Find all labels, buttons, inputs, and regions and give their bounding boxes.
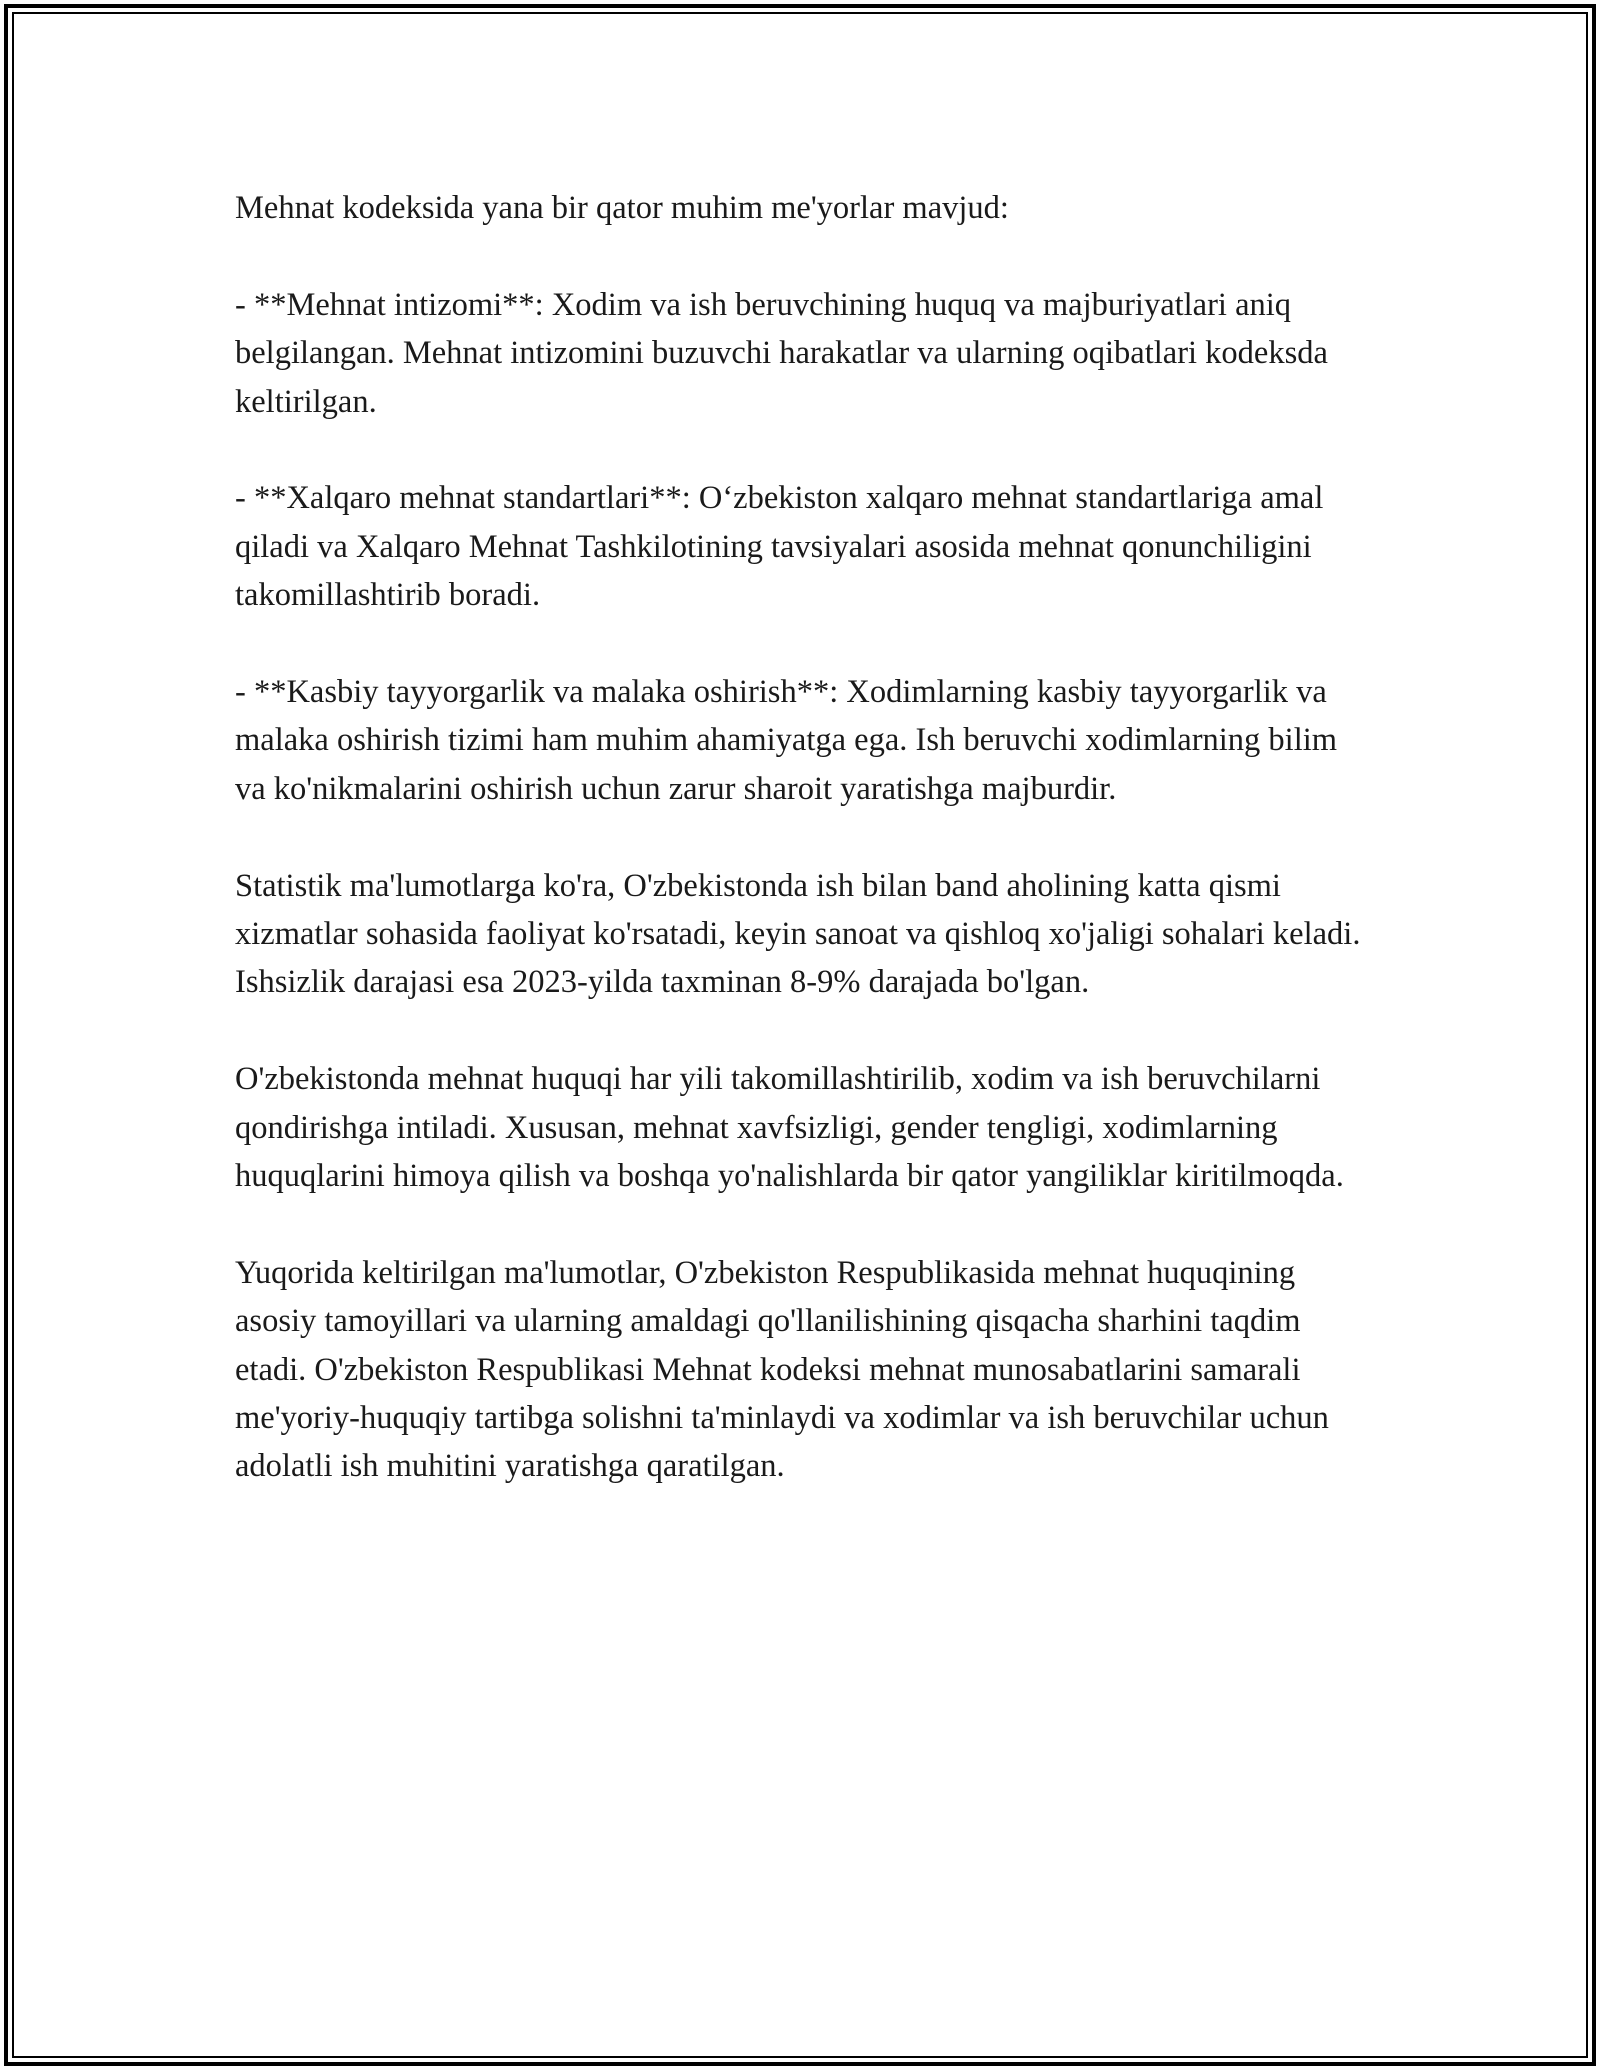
list-item-mehnat-intizomi: - **Mehnat intizomi**: Xodim va ish beruvchining huquq va majburiyatlari aniq belgilangan. Mehnat intizomini buzuvchi harakatlar va ularning oqibatlari kodeksda keltirilgan. <box>235 286 1328 420</box>
conclusion-paragraph: Yuqorida keltirilgan ma'lumotlar, O'zbekiston Respublikasida mehnat huquqining asosiy tamoyillari va ularning amaldagi qo'llanilishining qisqacha sharhini taqdim etadi. O'zbekiston Respublikasi Mehnat kodeksi mehnat munosabatlarini samarali me'yoriy-huquqiy tartibga solishni ta'minlaydi va xodimlar va ish beruvchilar uchun adolatli ish muhitini yaratishga qaratilgan. <box>235 1254 1329 1485</box>
list-item-kasbiy-tayyorgarlik: - **Kasbiy tayyorgarlik va malaka oshirish**: Xodimlarning kasbiy tayyorgarlik va malaka oshirish tizimi ham muhim ahamiyatga ega. Ish beruvchi xodimlarning bilim va ko'nikmalarini oshirish uchun zarur sharoit yaratishga majburdir. <box>235 674 1338 807</box>
list-item-xalqaro-standartlar: - **Xalqaro mehnat standartlari**: O‘zbekiston xalqaro mehnat standartlariga amal qiladi va Xalqaro Mehnat Tashkilotining tavsiyalari asosida mehnat qonunchiligini takomillashtirib boradi. <box>235 480 1324 614</box>
reforms-paragraph: O'zbekistonda mehnat huquqi har yili takomillashtirilib, xodim va ish beruvchilarni qondirishga intiladi. Xususan, mehnat xavfsizligi, gender tengligi, xodimlarning huquqlarini himoya qilish va boshqa yo'nalishlarda bir qator yangiliklar kiritilmoqda. <box>235 1061 1344 1195</box>
statistics-paragraph: Statistik ma'lumotlarga ko'ra, O'zbekistonda ish bilan band aholining katta qismi xizmatlar sohasida faoliyat ko'rsatadi, keyin sanoat va qishloq xo'jaligi sohalari keladi. Ishsizlik darajasi esa 2023-yilda taxminan 8-9% darajada bo'lgan. <box>235 867 1361 1001</box>
document-body <box>235 184 1375 1491</box>
intro-paragraph: Mehnat kodeksida yana bir qator muhim me'yorlar mavjud: <box>235 190 1009 226</box>
